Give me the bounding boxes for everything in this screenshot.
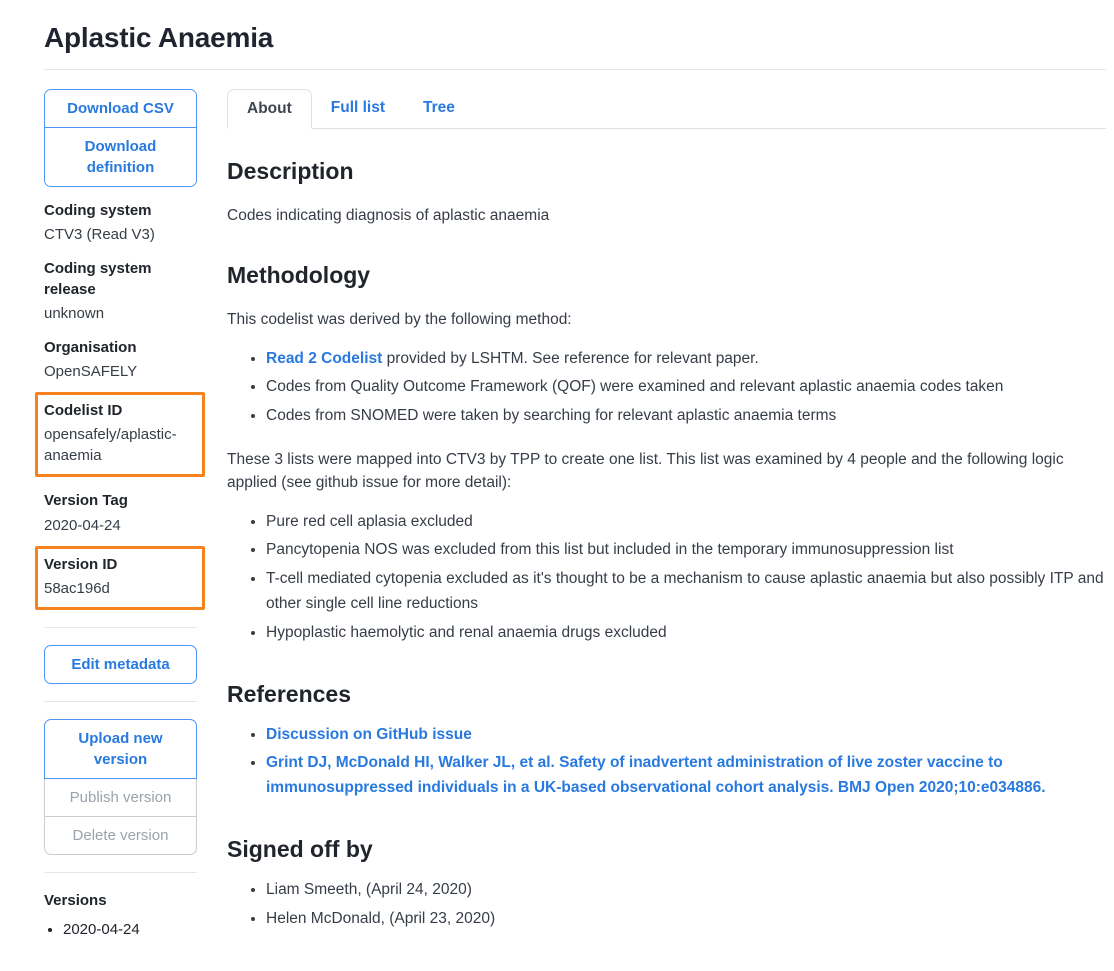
methodology-logic-list	[227, 510, 1106, 646]
list-item: • T-cell mediated cytopenia excluded as it's thought to be a mechanism to cause aplastic anaemia but also possibly ITP and other single cell line reductions	[266, 567, 1106, 617]
list-item: • Pancytopenia NOS was excluded from this list but included in the temporary immunosuppression list	[266, 538, 1106, 563]
tab-about[interactable]: About	[227, 89, 312, 129]
tab-bar	[227, 89, 1106, 129]
version-list-item: • 2020-04-24	[63, 919, 197, 942]
methodology-intro: This codelist was derived by the following method:	[227, 311, 572, 329]
meta-value: OpenSAFELY	[44, 363, 138, 380]
meta-version-tag	[44, 491, 197, 535]
meta-label: Version Tag	[44, 492, 128, 510]
meta-label: Version ID	[44, 555, 118, 573]
list-item: • Pure red cell aplasia excluded	[266, 510, 1106, 535]
sidebar-divider	[44, 627, 197, 628]
edit-metadata-button[interactable]: Edit metadata	[44, 645, 197, 684]
meta-label: Organisation	[44, 338, 137, 356]
meta-value: 58ac196d	[44, 579, 110, 597]
list-item	[266, 723, 1106, 748]
read-2-codelist-link[interactable]: Read 2 Codelist	[266, 349, 383, 367]
sidebar-divider	[44, 872, 197, 873]
codelist-id-highlight-box	[35, 392, 205, 477]
signed-off-heading: Signed off by	[227, 835, 373, 862]
list-item: • Codes from Quality Outcome Framework (QOF) were examined and relevant aplastic anaemia codes taken	[266, 375, 1106, 400]
meta-coding-system	[44, 201, 197, 245]
methodology-heading: Methodology	[227, 262, 371, 289]
versions-list	[44, 919, 197, 942]
content-layout	[44, 89, 1106, 941]
list-item: • Codes from SNOMED were taken by searching for relevant aplastic anaemia terms	[266, 404, 1106, 429]
meta-value: 2020-04-24	[44, 516, 121, 534]
page-title: Aplastic Anaemia	[44, 22, 274, 53]
publish-version-button[interactable]: Publish version	[44, 779, 197, 816]
list-item-text: provided by LSHTM. See reference for relevant paper.	[382, 349, 759, 367]
download-button-group	[44, 89, 197, 187]
version-id-highlight-box	[35, 546, 205, 610]
version-actions-group	[44, 719, 197, 855]
references-heading: References	[227, 680, 352, 707]
upload-new-version-button[interactable]: Upload new version	[44, 719, 197, 779]
list-item	[266, 347, 1106, 372]
methodology-mapping-paragraph: These 3 lists were mapped into CTV3 by TPP to create one list. This list was examined by 4 people and the following logic applied (see github issue for more detail):	[227, 451, 1064, 492]
list-item: • Liam Smeeth, (April 24, 2020)	[266, 878, 1106, 903]
meta-version-id	[44, 555, 196, 599]
list-item: • Helen McDonald, (April 23, 2020)	[266, 907, 1106, 932]
meta-codelist-id	[44, 401, 196, 466]
tab-full-list[interactable]: Full list	[330, 99, 386, 116]
meta-label: Codelist ID	[44, 402, 123, 419]
sidebar	[44, 89, 197, 941]
bmj-reference-link[interactable]: Grint DJ, McDonald HI, Walker JL, et al. Safety of inadvertent administration of live zoster vaccine to immunosuppressed individuals in a UK-based observational cohort analysis. BMJ Open 2020;10:e034886.	[266, 754, 1046, 797]
description-text: Codes indicating diagnosis of aplastic anaemia	[227, 207, 550, 225]
references-list	[227, 723, 1106, 801]
download-definition-button[interactable]: Download definition	[45, 127, 196, 186]
meta-organisation	[44, 338, 197, 382]
list-item	[266, 751, 1106, 801]
github-issue-link[interactable]: Discussion on GitHub issue	[266, 725, 472, 743]
meta-value: CTV3 (Read V3)	[44, 226, 155, 244]
meta-value: opensafely/aplastic-anaemia	[44, 426, 177, 465]
meta-label: Coding system	[44, 202, 152, 219]
title-divider	[44, 69, 1106, 70]
versions-heading: Versions	[44, 891, 107, 909]
tab-tree[interactable]: Tree	[423, 99, 455, 116]
description-heading: Description	[227, 158, 354, 185]
delete-version-button[interactable]: Delete version	[44, 816, 197, 855]
download-csv-button[interactable]: Download CSV	[45, 90, 196, 127]
sidebar-divider	[44, 701, 197, 702]
meta-value: unknown	[44, 304, 105, 322]
meta-label: Coding system release	[44, 260, 152, 298]
main-content	[227, 89, 1106, 936]
list-item: • Hypoplastic haemolytic and renal anaemia drugs excluded	[266, 621, 1106, 646]
signed-off-list	[227, 878, 1106, 932]
meta-coding-system-release	[44, 259, 197, 324]
methodology-source-list	[227, 347, 1106, 429]
